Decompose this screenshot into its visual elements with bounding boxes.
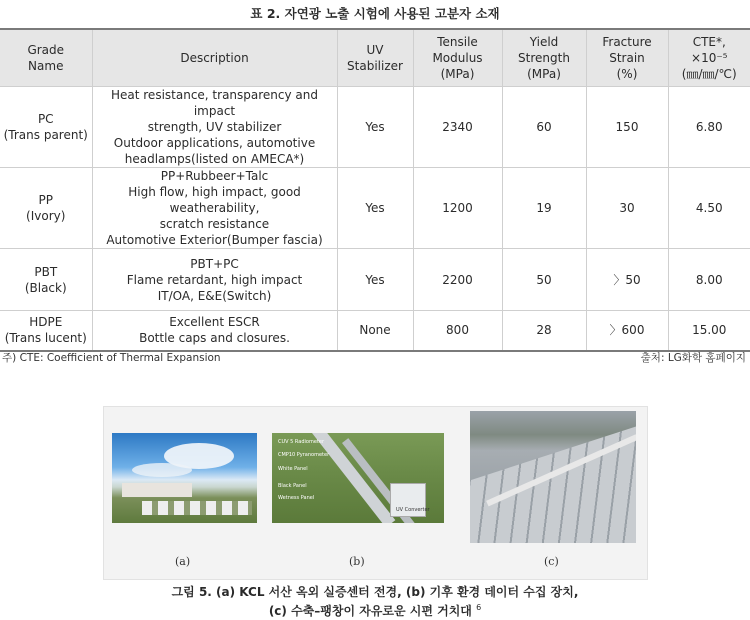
photo-label: Wetness Panel bbox=[278, 495, 315, 501]
cell-uv: Yes bbox=[337, 249, 413, 311]
header-grade-name: Grade Name bbox=[0, 29, 92, 87]
header-yield-strength: Yield Strength (MPa) bbox=[502, 29, 586, 87]
cell-cte: 8.00 bbox=[668, 249, 750, 311]
subcaption-b: (b) bbox=[349, 555, 365, 568]
cell-uv: None bbox=[337, 311, 413, 351]
table-footnote: 주) CTE: Coefficient of Thermal Expansion bbox=[2, 352, 221, 364]
figure-caption-line2: (c) 수축–팽창이 자유로운 시편 거치대 $^6$ bbox=[268, 603, 482, 618]
photo-label: UV Converter bbox=[396, 507, 430, 513]
cell-grade: PP (Ivory) bbox=[0, 168, 92, 249]
cell-fracture: 30 bbox=[586, 168, 668, 249]
cell-tensile: 2200 bbox=[413, 249, 502, 311]
photo-specimen-rack bbox=[470, 411, 636, 543]
cell-tensile: 1200 bbox=[413, 168, 502, 249]
caption-reference: 6 bbox=[476, 603, 482, 612]
header-fracture-strain: Fracture Strain (%) bbox=[586, 29, 668, 87]
cell-grade: PC (Trans parent) bbox=[0, 87, 92, 168]
table-title: 표 2. 자연광 노출 시험에 사용된 고분자 소재 bbox=[250, 6, 500, 21]
cell-description: PP+Rubbeer+Talc High flow, high impact, good weatherability, scratch resistance Automotive Exterior(Bumper fascia) bbox=[92, 168, 337, 249]
cell-grade: HDPE (Trans lucent) bbox=[0, 311, 92, 351]
cell-tensile: 800 bbox=[413, 311, 502, 351]
cell-tensile: 2340 bbox=[413, 87, 502, 168]
cell-fracture: 150 bbox=[586, 87, 668, 168]
cell-uv: Yes bbox=[337, 87, 413, 168]
header-cte: CTE*, ×10⁻⁵ (㎜/㎜/℃) bbox=[668, 29, 750, 87]
cell-fracture: 〉50 bbox=[586, 249, 668, 311]
cell-description: PBT+PC Flame retardant, high impact IT/OA, E&E(Switch) bbox=[92, 249, 337, 311]
cell-uv: Yes bbox=[337, 168, 413, 249]
table-row bbox=[0, 311, 750, 351]
header-tensile-modulus: Tensile Modulus (MPa) bbox=[413, 29, 502, 87]
figure-caption-line1: 그림 5. (a) KCL 서산 옥외 실증센터 전경, (b) 기후 환경 데이터 수집 장치, bbox=[171, 585, 579, 599]
cell-description: Heat resistance, transparency and impact strength, UV stabilizer Outdoor applications, automotive headlamps(listed on AMECA*) bbox=[92, 87, 337, 168]
table-source: 출처: LG화학 홈페이지 bbox=[640, 352, 746, 364]
cell-yield: 50 bbox=[502, 249, 586, 311]
cell-cte: 4.50 bbox=[668, 168, 750, 249]
photo-label: CMP10 Pyranometer bbox=[278, 452, 330, 458]
subcaption-c: (c) bbox=[544, 555, 559, 568]
cell-cte: 6.80 bbox=[668, 87, 750, 168]
cell-grade: PBT (Black) bbox=[0, 249, 92, 311]
figure-panel bbox=[103, 406, 648, 580]
photo-label: Black Panel bbox=[278, 483, 307, 489]
table-row bbox=[0, 249, 750, 311]
header-description: Description bbox=[92, 29, 337, 87]
cell-description: Excellent ESCR Bottle caps and closures. bbox=[92, 311, 337, 351]
subcaption-a: (a) bbox=[175, 555, 191, 568]
figure-caption bbox=[0, 584, 750, 619]
cell-cte: 15.00 bbox=[668, 311, 750, 351]
photo-climate-data-device bbox=[272, 433, 444, 523]
table-row bbox=[0, 87, 750, 168]
cell-fracture: 〉600 bbox=[586, 311, 668, 351]
header-uv-stabilizer: UV Stabilizer bbox=[337, 29, 413, 87]
photo-label: White Panel bbox=[278, 466, 308, 472]
cell-yield: 19 bbox=[502, 168, 586, 249]
cell-yield: 28 bbox=[502, 311, 586, 351]
materials-table bbox=[0, 28, 750, 352]
photo-outdoor-test-center bbox=[112, 433, 257, 523]
table-row bbox=[0, 168, 750, 249]
cell-yield: 60 bbox=[502, 87, 586, 168]
photo-label: CUV 5 Radiometer bbox=[278, 439, 325, 445]
table-header-row bbox=[0, 29, 750, 87]
